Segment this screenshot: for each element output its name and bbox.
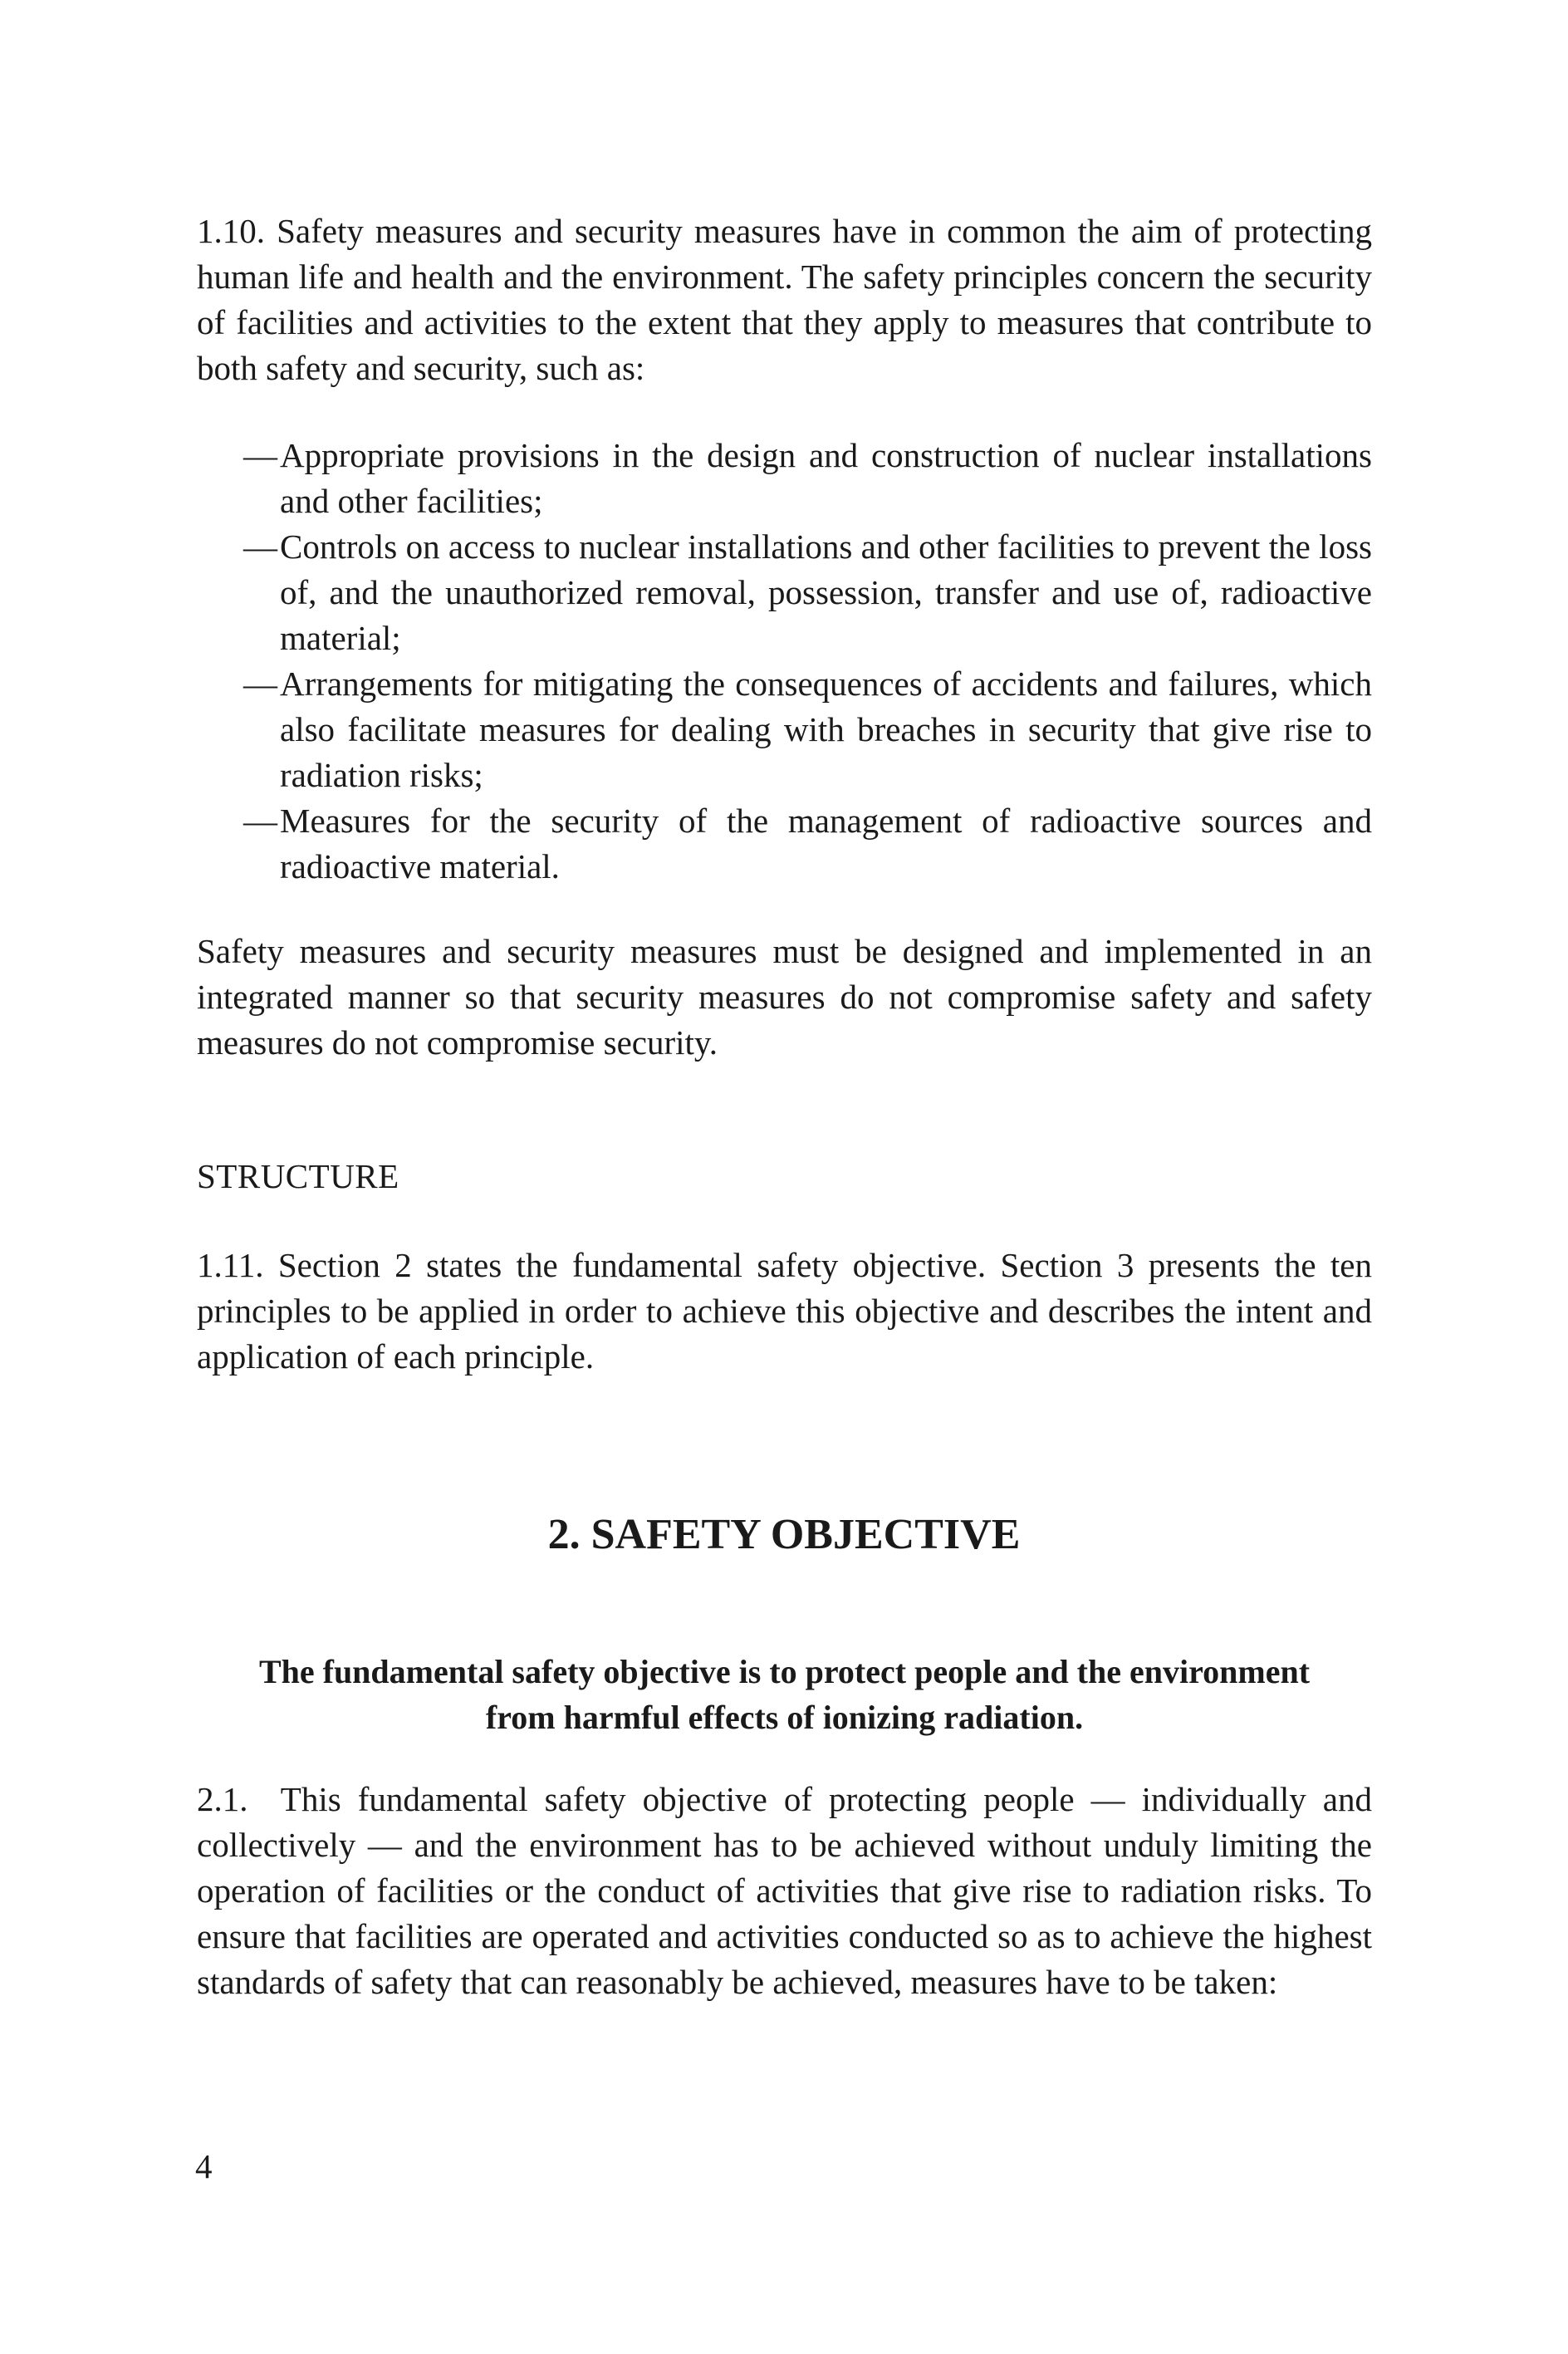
dash-bullet-icon: — <box>243 802 277 840</box>
list-item <box>197 661 1372 798</box>
dash-bullet-icon: — <box>243 436 277 474</box>
list-item <box>197 433 1372 524</box>
dash-bullet-icon: — <box>243 665 277 703</box>
list-item <box>197 524 1372 661</box>
paragraph-2-1: 2.1. This fundamental safety objective of protecting people — individually and collectively — and the environment has to be achieved without unduly limiting the operation of facilities or the conduct of activities that give rise to radiation risks. To ensure that facilities are operated and activities conducted so as to achieve the highest standards of safety that can reasonably be achieved, measures have to be taken: <box>197 1780 1381 2001</box>
paragraph-1-10: 1.10. Safety measures and security measures have in common the aim of protecting human life and health and the environment. The safety principles concern the security of facilities and activities to the extent that they apply to measures that contribute to both safety and security, such as: <box>197 212 1372 387</box>
dash-bullet-icon: — <box>243 527 277 566</box>
list-item-text: Controls on access to nuclear installations and other facilities to prevent the loss of, and the unauthorized removal, possession, transfer and use of, radioactive material; <box>280 527 1372 657</box>
security-measures-list <box>197 433 1372 890</box>
section-title: 2. SAFETY OBJECTIVE <box>547 1511 1021 1558</box>
objective-statement-line-1: The fundamental safety objective is to protect people and the environment <box>258 1653 1311 1690</box>
paragraph-integrated-measures: Safety measures and security measures must be designed and implemented in an integrated manner so that security measures do not compromise safety and safety measures do not compromise security. <box>197 932 1372 1062</box>
structure-heading: STRUCTURE <box>197 1157 399 1195</box>
list-item <box>197 798 1372 890</box>
paragraph-1-11: 1.11. Section 2 states the fundamental safety objective. Section 3 presents the ten principles to be applied in order to achieve this objective and describes the intent and application of each principle. <box>197 1246 1372 1376</box>
objective-statement <box>197 1649 1372 1740</box>
list-item-text: Arrangements for mitigating the consequences of accidents and failures, which also facilitate measures for dealing with breaches in security that give rise to radiation risks; <box>280 665 1372 794</box>
list-item-text: Appropriate provisions in the design and construction of nuclear installations and other facilities; <box>280 436 1372 520</box>
page-number: 4 <box>195 2147 213 2185</box>
list-item-text: Measures for the security of the management of radioactive sources and radioactive material. <box>280 802 1372 885</box>
objective-statement-line-2: from harmful effects of ionizing radiation. <box>485 1699 1084 1736</box>
